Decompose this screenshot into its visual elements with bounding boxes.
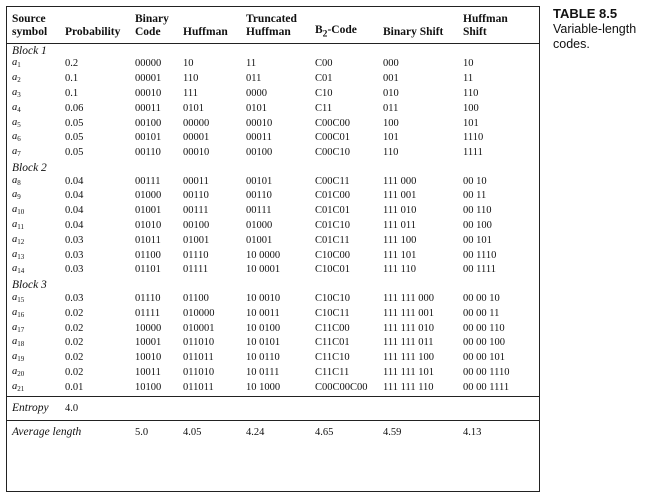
cell-truncated: 00101 [246,175,273,187]
cell-truncated: 10 0111 [246,367,280,379]
table-row [7,57,539,72]
cell-binary: 10001 [135,337,162,349]
symbol-subscript: 9 [17,193,21,202]
cell-b2: C01C01 [315,205,351,217]
table-row [7,249,539,264]
column-header-line1 [383,13,455,26]
cell-binary: 01001 [135,205,162,217]
source-symbol-cell [7,292,60,307]
source-symbol-cell [7,87,60,102]
symbol-subscript: 12 [17,237,25,246]
cell-huffman: 00010 [183,147,210,159]
source-symbol-cell [7,57,60,72]
cell-binary: 00101 [135,132,162,144]
cell-huffman-shift: 00 1110 [463,249,497,261]
table-row [7,87,539,102]
source-symbol-cell [7,102,60,117]
cell-truncated: 00100 [246,147,273,159]
cell-binary: 01111 [135,307,161,319]
symbol-subscript: 13 [17,252,25,261]
cell-huffman: 00011 [183,175,209,187]
cell-binary: 00100 [135,117,162,129]
cell-b2: C00 [315,58,333,70]
cell-prob: 0.02 [65,322,84,334]
symbol-letter: a [12,189,18,201]
symbol-letter: a [12,336,18,348]
column-header-huffman [178,7,241,43]
symbol-letter: a [12,321,18,333]
cell-huffman: 00111 [183,205,209,217]
cell-binary: 00111 [135,175,161,187]
cell-truncated: 00011 [246,132,272,144]
cell-b2: C01C10 [315,220,351,232]
symbol-letter: a [12,131,18,143]
column-header-binary_shift [378,7,458,43]
column-header-line2 [135,26,175,39]
symbol-letter: a [12,146,18,158]
table-row [7,131,539,146]
symbol-subscript: 5 [17,120,21,129]
cell-binary-shift: 111 110 [383,264,416,276]
symbol-subscript: 16 [17,310,25,319]
cell-prob: 0.03 [65,234,84,246]
cell-truncated: 00110 [246,190,272,202]
table-row [7,263,539,278]
symbol-letter: a [12,101,18,113]
table-row [7,219,539,234]
cell-truncated: 00111 [246,205,272,217]
column-header-text: Shift [463,26,487,39]
cell-prob: 0.02 [65,352,84,364]
entropy-filler [130,396,539,420]
symbol-subscript: 19 [17,355,25,364]
cell-binary: 00010 [135,87,162,99]
cell-huffman: 00001 [183,132,210,144]
cell-binary-shift: 111 111 110 [383,381,434,393]
table-row [7,336,539,351]
cell-huffman: 00110 [183,190,209,202]
cell-prob: 0.03 [65,293,84,305]
table-row [7,351,539,366]
variable-length-codes-table [6,6,540,492]
column-header-line1 [315,11,375,24]
cell-huffman-shift: 00 00 1110 [463,367,510,379]
cell-prob: 0.04 [65,205,84,217]
column-header-suffix: -Code [327,24,357,37]
cell-prob: 0.02 [65,337,84,349]
average-length-huffman-shift: 4.13 [463,426,482,438]
cell-huffman: 01110 [183,249,209,261]
cell-b2: C01C11 [315,234,350,246]
cell-binary-shift: 010 [383,87,399,99]
header-row [7,7,539,43]
column-header-symbol [7,7,60,43]
table-caption [553,6,649,52]
cell-b2: C11 [315,102,333,114]
symbol-letter: a [12,204,18,216]
source-symbol-cell [7,307,60,322]
cell-binary-shift: 111 111 101 [383,367,434,379]
cell-prob: 0.04 [65,175,84,187]
table-row [7,234,539,249]
cell-truncated: 00010 [246,117,273,129]
cell-binary-shift: 111 111 000 [383,293,434,305]
source-symbol-cell [7,336,60,351]
cell-binary-shift: 000 [383,58,399,70]
cell-binary-shift: 111 100 [383,234,417,246]
column-header-subscript: 2 [322,28,328,40]
average-length-binary: 5.0 [135,426,149,438]
cell-huffman-shift: 00 10 [463,175,487,187]
column-header-line1 [65,13,127,26]
column-header-text: B [315,24,323,37]
source-symbol-cell [7,249,60,264]
column-header-b2 [310,7,378,43]
block-label: Block 3 [12,279,47,292]
cell-truncated: 10 0000 [246,249,281,261]
cell-huffman-shift: 1110 [463,132,484,144]
cell-prob: 0.1 [65,73,79,85]
cell-huffman-shift: 00 1111 [463,264,496,276]
cell-huffman-shift: 00 00 110 [463,322,505,334]
average-length-label: Average length [12,425,82,438]
symbol-letter: a [12,263,18,275]
column-header-text: symbol [12,26,48,39]
source-symbol-cell [7,366,60,381]
column-header-text: Binary Shift [383,26,444,39]
symbol-subscript: 11 [17,223,24,232]
symbol-subscript: 2 [17,76,21,85]
symbol-letter: a [12,306,18,318]
symbol-subscript: 4 [17,105,21,114]
cell-binary-shift: 111 000 [383,175,417,187]
table-row [7,102,539,117]
cell-huffman-shift: 10 [463,58,474,70]
cell-binary: 10100 [135,381,162,393]
cell-truncated: 0000 [246,87,267,99]
cell-binary: 10000 [135,322,162,334]
entropy-label: Entropy [12,401,49,414]
cell-truncated: 11 [246,58,257,70]
source-symbol-cell [7,175,60,190]
source-symbol-cell [7,131,60,146]
caption-title: TABLE 8.5 [553,6,618,21]
cell-b2: C10 [315,87,333,99]
source-symbol-cell [7,263,60,278]
cell-b2: C10C01 [315,264,351,276]
column-header-line1: Source [12,13,46,26]
table-row [7,117,539,132]
column-header-text: Code [135,26,161,39]
source-symbol-cell [7,234,60,249]
cell-b2: C00C00 [315,117,351,129]
cell-truncated: 10 0011 [246,307,280,319]
table-row [7,175,539,190]
symbol-letter: a [12,366,18,378]
cell-huffman: 0101 [183,102,204,114]
cell-binary-shift: 111 111 011 [383,337,434,349]
average-length-huffman: 4.05 [183,426,202,438]
cell-huffman-shift: 11 [463,73,474,85]
column-header-binary [130,7,178,43]
cell-huffman-shift: 00 00 101 [463,352,505,364]
cell-prob: 0.04 [65,190,84,202]
symbol-letter: a [12,248,18,260]
column-header-line2 [246,26,307,39]
cell-binary-shift: 111 011 [383,220,416,232]
cell-binary: 00000 [135,58,162,70]
cell-b2: C10C00 [315,249,351,261]
cell-prob: 0.01 [65,381,84,393]
symbol-letter: a [12,380,18,392]
column-header-text: Huffman [246,26,291,39]
symbol-subscript: 1 [17,61,21,70]
cell-truncated: 0101 [246,102,267,114]
cell-huffman-shift: 00 00 11 [463,307,500,319]
column-header-line2 [463,26,536,39]
cell-huffman-shift: 00 101 [463,234,492,246]
table-row [7,292,539,307]
cell-truncated: 10 0001 [246,264,281,276]
symbol-letter: a [12,219,18,231]
cell-binary-shift: 111 111 010 [383,322,434,334]
cell-prob: 0.1 [65,87,79,99]
source-symbol-cell [7,219,60,234]
cell-prob: 0.05 [65,117,84,129]
symbol-letter: a [12,86,18,98]
cell-huffman: 00000 [183,117,210,129]
symbol-letter: a [12,351,18,363]
average-length-row [7,420,539,444]
cell-b2: C11C11 [315,367,350,379]
table-row [7,366,539,381]
symbol-subscript: 10 [17,208,25,217]
cell-b2: C10C11 [315,307,350,319]
symbol-letter: a [12,72,18,84]
symbol-subscript: 20 [17,370,25,379]
column-header-line2 [383,26,455,39]
cell-truncated: 10 0110 [246,352,280,364]
cell-huffman-shift: 00 100 [463,220,492,232]
source-symbol-cell [7,189,60,204]
table-body [7,43,539,444]
cell-b2: C00C00C00 [315,381,368,393]
cell-binary: 01000 [135,190,162,202]
entropy-row [7,396,539,420]
cell-truncated: 10 0010 [246,293,281,305]
cell-binary: 00011 [135,102,161,114]
table-row [7,146,539,161]
column-header-line2 [183,26,238,39]
table-row [7,381,539,396]
cell-prob: 0.05 [65,132,84,144]
table-header [7,7,539,43]
cell-truncated: 10 0100 [246,322,281,334]
source-symbol-cell [7,322,60,337]
cell-huffman: 01111 [183,264,209,276]
cell-b2: C11C10 [315,352,350,364]
average-length-truncated: 4.24 [246,426,265,438]
column-header-huffman_shift [458,7,539,43]
cell-truncated: 01001 [246,234,273,246]
cell-huffman: 10 [183,58,194,70]
cell-b2: C00C01 [315,132,351,144]
cell-prob: 0.02 [65,367,84,379]
cell-b2: C00C11 [315,175,350,187]
symbol-letter: a [12,174,18,186]
cell-binary: 00110 [135,147,161,159]
caption-text: Variable-length codes. [553,21,637,51]
block-header-row [7,161,539,175]
cell-huffman-shift: 110 [463,87,479,99]
source-symbol-cell [7,351,60,366]
cell-huffman: 011010 [183,337,215,349]
cell-binary-shift: 011 [383,102,399,114]
source-symbol-cell [7,204,60,219]
cell-binary-shift: 111 001 [383,190,417,202]
column-header-line1: Huffman [463,13,508,26]
cell-binary-shift: 111 101 [383,249,417,261]
cell-prob: 0.05 [65,147,84,159]
column-header-line2 [12,26,57,39]
block-label: Block 1 [12,44,47,57]
cell-binary-shift: 111 111 100 [383,352,434,364]
cell-truncated: 011 [246,73,262,85]
codes-table [7,7,539,444]
cell-huffman-shift: 00 11 [463,190,487,202]
column-header-text: Huffman [183,26,228,39]
table-row [7,307,539,322]
cell-b2: C10C10 [315,293,351,305]
cell-huffman: 01001 [183,234,210,246]
cell-truncated: 01000 [246,220,273,232]
block-label: Block 2 [12,161,47,174]
cell-huffman-shift: 00 00 10 [463,293,500,305]
cell-binary-shift: 111 111 001 [383,307,434,319]
cell-truncated: 10 1000 [246,381,281,393]
column-header-line1: Truncated [246,13,297,26]
source-symbol-cell [7,72,60,87]
column-header-prob [60,7,130,43]
cell-huffman-shift: 100 [463,102,479,114]
column-header-text: Probability [65,26,121,39]
cell-binary-shift: 100 [383,117,399,129]
table-row [7,72,539,87]
cell-huffman: 011011 [183,352,214,364]
cell-b2: C00C10 [315,147,351,159]
column-header-truncated [241,7,310,43]
cell-huffman: 010001 [183,322,215,334]
cell-prob: 0.03 [65,264,84,276]
symbol-letter: a [12,233,18,245]
symbol-letter: a [12,57,18,69]
cell-binary: 01100 [135,249,161,261]
cell-binary: 10010 [135,352,162,364]
cell-huffman: 00100 [183,220,210,232]
table-row [7,204,539,219]
entropy-value: 4.0 [65,402,79,414]
cell-binary-shift: 110 [383,147,399,159]
cell-b2: C01 [315,73,333,85]
cell-huffman: 011011 [183,381,214,393]
cell-binary: 00001 [135,73,162,85]
cell-binary-shift: 111 010 [383,205,417,217]
cell-binary: 01110 [135,293,161,305]
block-header-row [7,278,539,292]
average-length-b2: 4.65 [315,426,334,438]
block-header-row [7,43,539,57]
cell-binary: 01010 [135,220,162,232]
symbol-subscript: 6 [17,135,21,144]
cell-huffman-shift: 00 00 100 [463,337,505,349]
cell-truncated: 10 0101 [246,337,281,349]
column-header-line2 [65,26,127,39]
cell-binary-shift: 101 [383,132,399,144]
symbol-letter: a [12,116,18,128]
table-row [7,189,539,204]
cell-huffman: 111 [183,87,198,99]
symbol-subscript: 17 [17,325,25,334]
cell-huffman-shift: 00 110 [463,205,492,217]
symbol-subscript: 3 [17,90,21,99]
source-symbol-cell [7,146,60,161]
cell-prob: 0.2 [65,58,79,70]
cell-prob: 0.03 [65,249,84,261]
cell-huffman: 01100 [183,293,209,305]
cell-b2: C11C00 [315,322,350,334]
cell-binary-shift: 001 [383,73,399,85]
average-length-binary-shift: 4.59 [383,426,402,438]
cell-huffman: 110 [183,73,199,85]
cell-binary: 10011 [135,367,161,379]
symbol-subscript: 8 [17,178,21,187]
cell-huffman-shift: 101 [463,117,479,129]
column-header-line2 [315,24,375,39]
symbol-letter: a [12,292,18,304]
cell-prob: 0.02 [65,307,84,319]
source-symbol-cell [7,117,60,132]
source-symbol-cell [7,381,60,396]
cell-huffman-shift: 1111 [463,147,483,159]
cell-binary: 01011 [135,234,161,246]
cell-prob: 0.06 [65,102,84,114]
cell-huffman: 011010 [183,367,215,379]
table-row [7,322,539,337]
cell-prob: 0.04 [65,220,84,232]
symbol-subscript: 18 [17,340,25,349]
symbol-subscript: 15 [17,296,25,305]
column-header-line1: Binary [135,13,169,26]
cell-huffman-shift: 00 00 1111 [463,381,510,393]
symbol-subscript: 21 [17,384,25,393]
symbol-subscript: 14 [17,267,25,276]
cell-b2: C01C00 [315,190,351,202]
cell-binary: 01101 [135,264,161,276]
symbol-subscript: 7 [17,150,21,159]
column-header-line1 [183,13,238,26]
cell-huffman: 010000 [183,307,215,319]
cell-b2: C11C01 [315,337,350,349]
